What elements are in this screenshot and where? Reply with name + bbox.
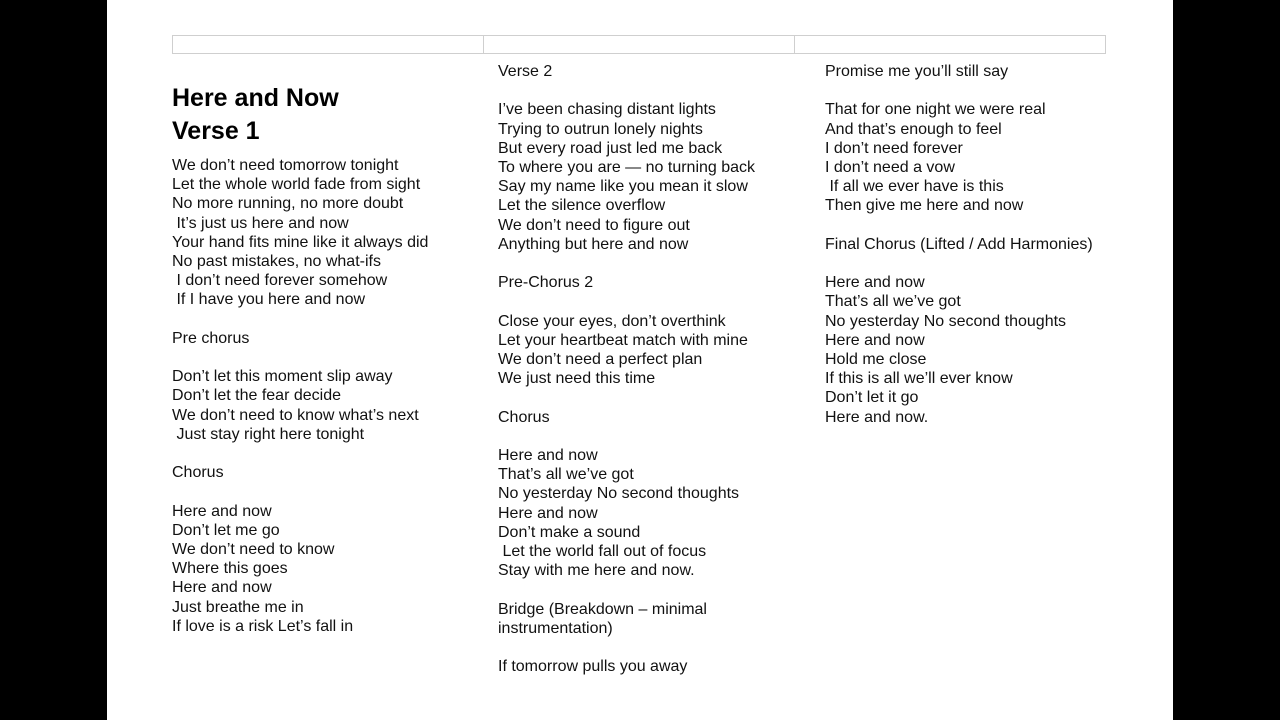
lyric-line: Here and now — [825, 274, 925, 292]
blank-line — [825, 254, 1125, 273]
lyric-line: Here and now — [498, 504, 598, 522]
lyric-line: Just stay right here tonight — [172, 425, 365, 443]
lyric-line: Don’t let it go — [825, 389, 919, 407]
lyric-line: Say my name like you mean it slow — [498, 178, 748, 196]
lyric-line: Then give me here and now — [825, 197, 1024, 215]
lyric-line: No past mistakes, no what-ifs — [172, 253, 381, 271]
lyric-line: Verse 2 — [498, 63, 553, 80]
lyric-line: If tomorrow pulls you away — [498, 658, 688, 676]
column-2-lines — [498, 62, 798, 676]
lyric-line: We don’t need to know — [172, 541, 335, 558]
table-header-cell — [484, 36, 795, 53]
lyric-line: Don’t let this moment slip away — [172, 368, 393, 386]
lyric-line: If this is all we’ll ever know — [825, 370, 1013, 388]
lyric-line: To where you are — no turning back — [498, 159, 756, 176]
lyrics-column-1 — [172, 62, 472, 636]
song-title: Here and Now — [172, 84, 339, 112]
lyric-line: We don’t need to know what’s next — [172, 406, 419, 424]
lyric-line: Don’t let me go — [172, 521, 280, 539]
lyric-line: Promise me you’ll still say — [825, 63, 1009, 80]
lyric-line: We don’t need a perfect plan — [498, 351, 703, 368]
title-block — [172, 62, 472, 148]
document-page — [107, 0, 1173, 720]
lyric-line: Here and now — [825, 331, 925, 349]
lyric-line: Here and now. — [825, 408, 929, 426]
lyric-line: No more running, no more doubt — [172, 195, 404, 213]
lyric-line: Let the world fall out of focus — [498, 543, 707, 560]
lyric-line: Let your heartbeat match with mine — [498, 331, 748, 349]
lyric-line: Pre-Chorus 2 — [498, 274, 594, 292]
lyric-line: Hold me close — [825, 351, 927, 368]
lyric-line: If I have you here and now — [172, 291, 366, 309]
lyric-line: I don’t need forever — [825, 139, 963, 157]
lyric-line: No yesterday No second thoughts — [825, 312, 1067, 330]
lyrics-column-3 — [825, 62, 1125, 427]
lyric-line: We don’t need to figure out — [498, 216, 690, 234]
blank-line — [172, 310, 472, 329]
lyric-line: I don’t need a vow — [825, 159, 955, 176]
table-header-cell — [173, 36, 484, 53]
blank-line — [172, 348, 472, 367]
blank-line — [498, 388, 798, 407]
lyric-line: If love is a risk Let’s fall in — [172, 617, 354, 635]
lyric-line: Chorus — [498, 408, 550, 426]
lyric-line: It’s just us here and now — [172, 214, 349, 232]
blank-line — [498, 292, 798, 311]
lyric-line: That’s all we’ve got — [825, 293, 961, 311]
blank-line — [498, 427, 798, 446]
lyric-line: I don’t need forever somehow — [172, 272, 388, 290]
lyric-line: Don’t make a sound — [498, 523, 641, 541]
lyric-line: Just breathe me in — [172, 598, 304, 616]
lyric-line: I’ve been chasing distant lights — [498, 101, 716, 119]
lyric-line: instrumentation) — [498, 619, 613, 637]
lyric-line: Final Chorus (Lifted / Add Harmonies) — [825, 235, 1093, 253]
lyric-line: And that’s enough to feel — [825, 120, 1002, 138]
lyric-line: Trying to outrun lonely nights — [498, 120, 703, 138]
lyric-line: We just need this time — [498, 370, 656, 388]
blank-line — [172, 444, 472, 463]
column-1-lines — [172, 156, 472, 636]
lyric-line: Here and now — [172, 502, 272, 520]
lyric-line: Pre chorus — [172, 329, 250, 347]
lyric-line: Close your eyes, don’t overthink — [498, 312, 726, 330]
blank-line — [498, 254, 798, 273]
lyric-line: Chorus — [172, 464, 224, 482]
lyric-line: Here and now — [498, 446, 598, 464]
lyric-line: Bridge (Breakdown – minimal — [498, 600, 707, 618]
lyric-line: Your hand fits mine like it always did — [172, 233, 429, 251]
blank-line — [498, 580, 798, 599]
lyric-line: But every road just led me back — [498, 139, 723, 157]
column-3-lines — [825, 62, 1125, 427]
blank-line — [498, 638, 798, 657]
blank-line — [825, 216, 1125, 235]
blank-line — [825, 81, 1125, 100]
lyrics-column-2 — [498, 62, 798, 676]
lyric-line: Don’t let the fear decide — [172, 387, 341, 405]
lyric-line: We don’t need tomorrow tonight — [172, 157, 399, 174]
section-heading-verse-1: Verse 1 — [172, 117, 260, 145]
lyric-line: Here and now — [172, 579, 272, 597]
lyric-line: Let the whole world fade from sight — [172, 176, 421, 194]
table-header-row — [172, 35, 1106, 54]
lyric-line: That’s all we’ve got — [498, 466, 634, 484]
table-header-cell — [795, 36, 1105, 53]
blank-line — [498, 81, 798, 100]
lyric-line: Anything but here and now — [498, 235, 689, 253]
lyric-line: Where this goes — [172, 560, 288, 578]
lyric-line: That for one night we were real — [825, 101, 1046, 119]
lyric-line: Stay with me here and now. — [498, 562, 695, 580]
lyric-line: Let the silence overflow — [498, 197, 666, 215]
blank-line — [172, 482, 472, 501]
lyric-line: If all we ever have is this — [825, 178, 1004, 196]
lyric-line: No yesterday No second thoughts — [498, 485, 740, 503]
